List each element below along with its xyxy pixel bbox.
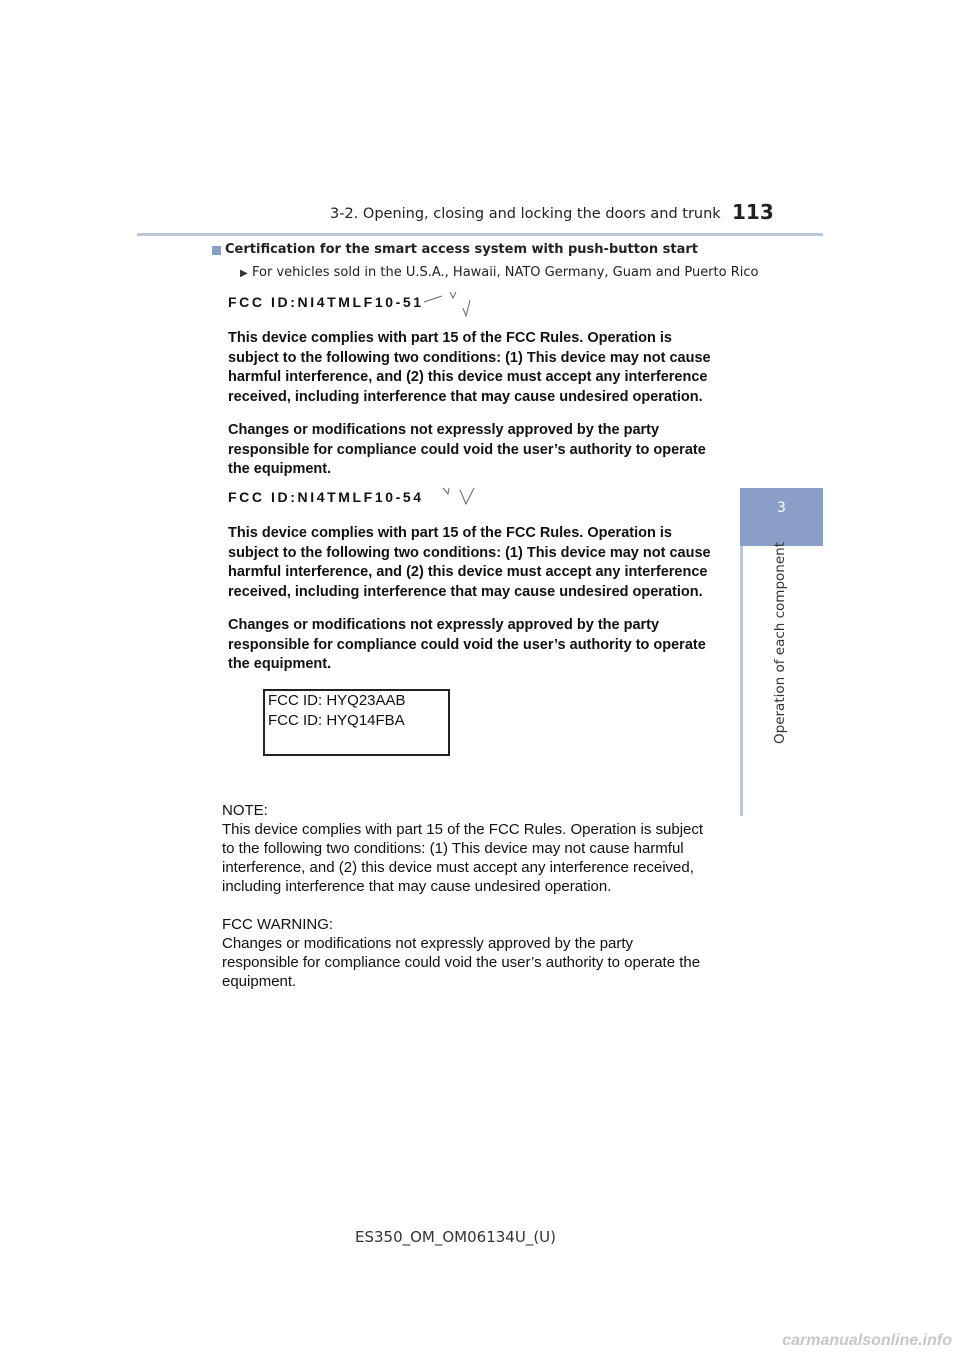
document-code: ES350_OM_OM06134U_(U) [355,1228,557,1246]
text-line: received, including interference that may cause undesired operation. [228,583,703,600]
text-line: received, including interference that may cause undesired operation. [228,388,703,405]
text-line: equipment. [222,973,297,990]
chapter-label: Operation of each component [772,542,788,744]
triangle-bullet-icon: ▶ [240,268,248,279]
text-line: This device complies with part 15 of the FCC Rules. Operation is subject [222,821,704,838]
check-marks-block1 [420,288,480,320]
page-number: 113 [732,200,774,224]
text-line: Changes or modifications not expressly approved by the party [222,935,634,952]
warning-text [222,915,700,991]
text-line: subject to the following two conditions: (1) This device may not cause [228,544,711,561]
note-text [222,801,703,896]
text-line: harmful interference, and (2) this device must accept any interference [228,564,708,580]
section-heading: Certification for the smart access system with push-button start [225,242,698,257]
square-bullet-icon [212,246,221,255]
text-line: the equipment. [228,656,332,672]
text-line: interference, and (2) this device must accept any interference received, [222,859,694,876]
changes-text-block2 [228,616,706,675]
text-line: This device complies with part 15 of the FCC Rules. Operation is [228,525,672,541]
fcc-id-box-line1: FCC ID: HYQ23AAB [268,692,406,709]
warning-heading: FCC WARNING: [222,916,334,933]
compliance-text-block1 [228,329,711,407]
chapter-number: 3 [777,500,786,516]
header-divider [137,233,823,236]
fcc-id-block2: FCC ID:NI4TMLF10-54 [228,489,424,505]
header-section-title: 3-2. Opening, closing and locking the doors and trunk [330,206,721,222]
watermark-text: carmanualsonline.info [782,1332,952,1349]
text-line: Changes or modifications not expressly approved by the party [228,617,660,633]
section-subheading: For vehicles sold in the U.S.A., Hawaii, NATO Germany, Guam and Puerto Rico [252,265,759,280]
text-line: to the following two conditions: (1) This device may not cause harmful [222,840,684,857]
text-line: This device complies with part 15 of the FCC Rules. Operation is [228,330,672,346]
text-line: subject to the following two conditions: (1) This device may not cause [228,349,711,366]
text-line: responsible for compliance could void the user’s authority to operate the [222,954,701,971]
check-marks-block2 [440,484,490,508]
changes-text-block1 [228,421,706,480]
text-line: including interference that may cause undesired operation. [222,878,612,895]
fcc-id-block1: FCC ID:NI4TMLF10-51 [228,294,424,310]
text-line: Changes or modifications not expressly approved by the party [228,422,660,438]
text-line: harmful interference, and (2) this device must accept any interference [228,369,708,385]
text-line: the equipment. [228,461,332,477]
chapter-divider [740,546,743,816]
compliance-text-block2 [228,524,711,602]
note-heading: NOTE: [222,802,268,819]
text-line: responsible for compliance could void the user’s authority to operate [228,441,706,458]
text-line: responsible for compliance could void the user’s authority to operate [228,636,706,653]
chapter-tab [740,488,823,546]
fcc-id-box-line2: FCC ID: HYQ14FBA [268,712,405,729]
